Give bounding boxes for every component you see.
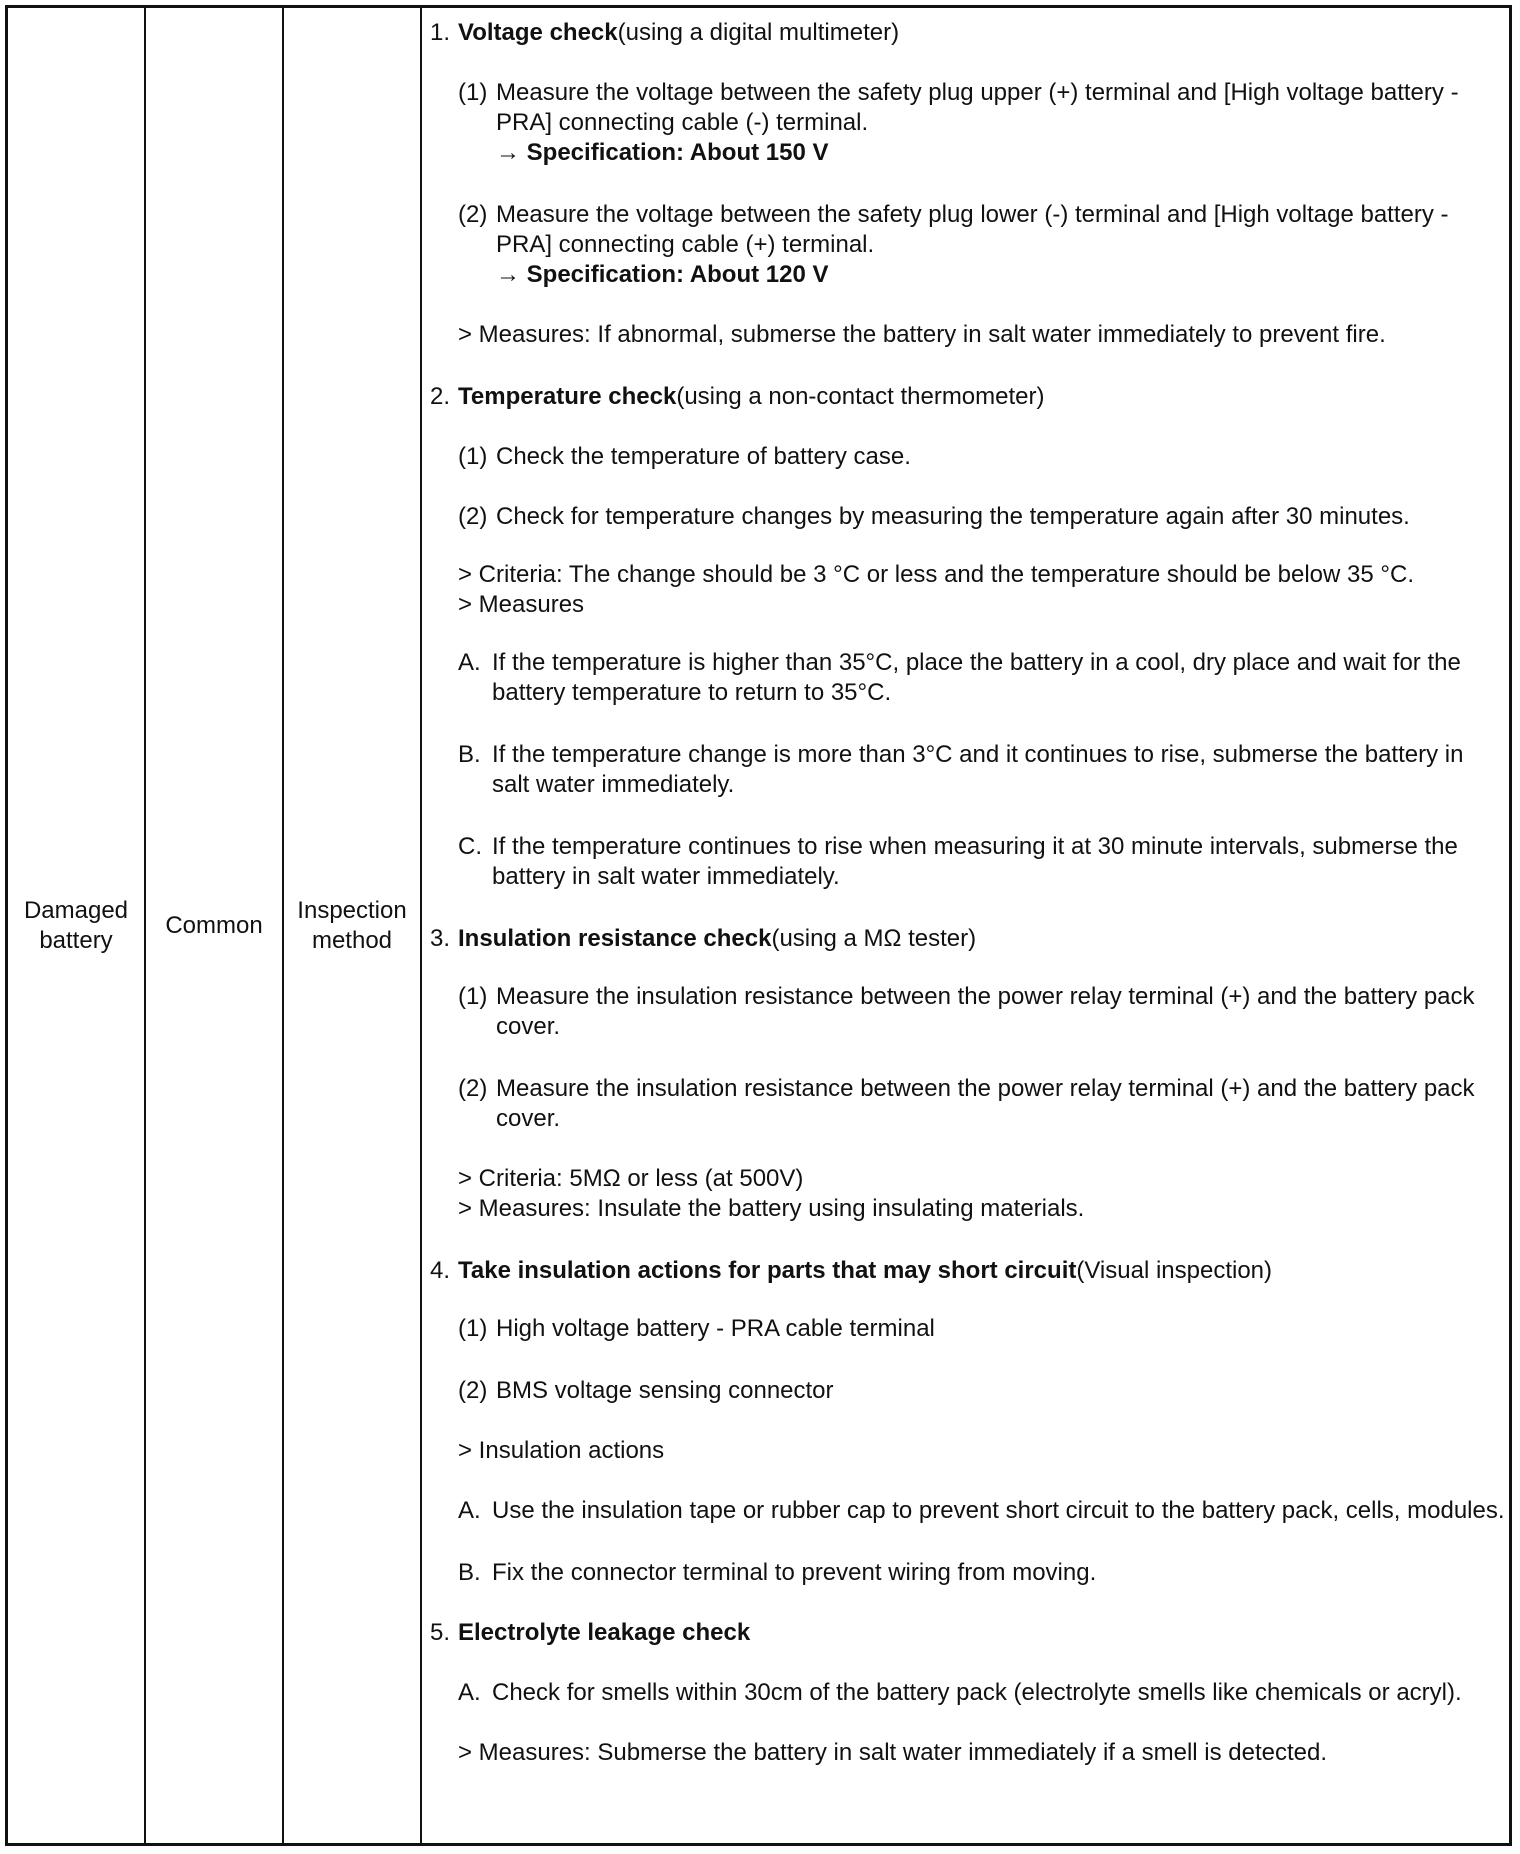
item-label: A.	[458, 649, 481, 676]
section-title: Insulation resistance check	[458, 925, 772, 952]
specification	[458, 138, 1505, 168]
item-label: C.	[458, 833, 482, 860]
inspection-table	[5, 5, 1512, 1846]
item-label: (2)	[458, 503, 488, 530]
section-number: 4.	[430, 1257, 451, 1284]
section-electrolyte-leakage-check	[430, 1618, 1505, 1648]
section-insulation-resistance-check	[430, 924, 1505, 954]
section-number: 1.	[430, 19, 451, 46]
item-text: If the temperature continues to rise when measuring it at 30 minute intervals, submerse the battery in salt water immediately.	[492, 833, 1458, 890]
section-insulation-actions	[430, 1256, 1505, 1286]
item-label: B.	[458, 741, 481, 768]
actions-line: > Insulation actions	[458, 1437, 665, 1464]
measures-line: > Measures: Insulate the battery using insulating materials.	[458, 1195, 1085, 1222]
scope-text: Common	[165, 911, 263, 939]
method-line-1: Inspection	[297, 896, 407, 924]
specification-text: → Specification: About 150 V	[496, 139, 829, 166]
item-text: Measure the voltage between the safety plug upper (+) terminal and [High voltage battery - PRA] connecting cable (-) terminal.	[496, 79, 1459, 136]
list-item	[458, 1558, 1505, 1588]
list-item	[458, 1376, 1505, 1406]
section-temperature-check	[430, 382, 1505, 412]
item-text: If the temperature is higher than 35°C, place the battery in a cool, dry place and wait for the battery temperature to return to 35°C.	[492, 649, 1461, 706]
item-label: A.	[458, 1679, 481, 1706]
list-item	[458, 1678, 1505, 1708]
measures-line: > Measures: Submerse the battery in salt water immediately if a smell is detected.	[458, 1739, 1328, 1766]
item-text: Check for temperature changes by measuring the temperature again after 30 minutes.	[496, 503, 1410, 530]
item-text: Fix the connector terminal to prevent wiring from moving.	[492, 1559, 1097, 1586]
list-item	[458, 740, 1505, 800]
section-title: Electrolyte leakage check	[458, 1619, 751, 1646]
criteria-line: > Criteria: The change should be 3 °C or less and the temperature should be below 35 °C.	[458, 561, 1414, 588]
item-label: (1)	[458, 443, 488, 470]
section-voltage-check	[430, 18, 1505, 48]
item-label: (2)	[458, 201, 488, 228]
measures-line: > Measures: If abnormal, submerse the battery in salt water immediately to prevent fire.	[458, 321, 1386, 348]
procedure-cell	[422, 8, 1509, 1843]
item-label: (1)	[458, 1315, 488, 1342]
section-title: Temperature check	[458, 383, 677, 410]
item-text: BMS voltage sensing connector	[496, 1377, 834, 1404]
item-label: A.	[458, 1497, 481, 1524]
item-label: B.	[458, 1559, 481, 1586]
criteria-line: > Criteria: 5MΩ or less (at 500V)	[458, 1165, 804, 1192]
item-text: Measure the insulation resistance between the power relay terminal (+) and the battery pack cover.	[496, 983, 1475, 1040]
specification	[458, 260, 1505, 290]
section-title: Voltage check	[458, 19, 618, 46]
list-item	[458, 982, 1505, 1042]
section-number: 3.	[430, 925, 451, 952]
item-label: (2)	[458, 1075, 488, 1102]
section-title: Take insulation actions for parts that may short circuit	[458, 1257, 1077, 1284]
item-label: (1)	[458, 79, 488, 106]
scope-cell	[146, 8, 284, 1843]
list-item	[458, 442, 1505, 472]
section-number: 2.	[430, 383, 451, 410]
section-number: 5.	[430, 1619, 451, 1646]
list-item	[458, 648, 1505, 708]
item-text: High voltage battery - PRA cable terminal	[496, 1315, 935, 1342]
category-cell	[8, 8, 146, 1843]
category-line-1: Damaged	[23, 896, 129, 924]
item-label: (1)	[458, 983, 488, 1010]
list-item	[458, 1496, 1505, 1526]
list-item	[458, 502, 1505, 532]
section-note: (using a digital multimeter)	[617, 19, 900, 46]
item-text: Measure the voltage between the safety plug lower (-) terminal and [High voltage battery - PRA] connecting cable (+) terminal.	[496, 201, 1449, 258]
item-text: Check the temperature of battery case.	[496, 443, 911, 470]
section-note: (using a MΩ tester)	[771, 925, 977, 952]
section-note: (Visual inspection)	[1076, 1257, 1273, 1284]
method-line-2: method	[311, 926, 393, 954]
item-text: Measure the insulation resistance between the power relay terminal (+) and the battery pack cover.	[496, 1075, 1475, 1132]
list-item	[458, 1074, 1505, 1134]
item-text: If the temperature change is more than 3°C and it continues to rise, submerse the battery in salt water immediately.	[492, 741, 1464, 798]
list-item	[458, 78, 1505, 138]
specification-text: → Specification: About 120 V	[496, 261, 829, 288]
list-item	[458, 1314, 1505, 1344]
list-item	[458, 832, 1505, 892]
list-item	[458, 200, 1505, 260]
item-text: Check for smells within 30cm of the battery pack (electrolyte smells like chemicals or acryl).	[492, 1679, 1462, 1706]
section-note: (using a non-contact thermometer)	[676, 383, 1045, 410]
method-cell	[284, 8, 422, 1843]
item-text: Use the insulation tape or rubber cap to prevent short circuit to the battery pack, cells, modules.	[492, 1497, 1505, 1524]
measures-line: > Measures	[458, 591, 585, 618]
item-label: (2)	[458, 1377, 488, 1404]
category-line-2: battery	[39, 926, 113, 954]
